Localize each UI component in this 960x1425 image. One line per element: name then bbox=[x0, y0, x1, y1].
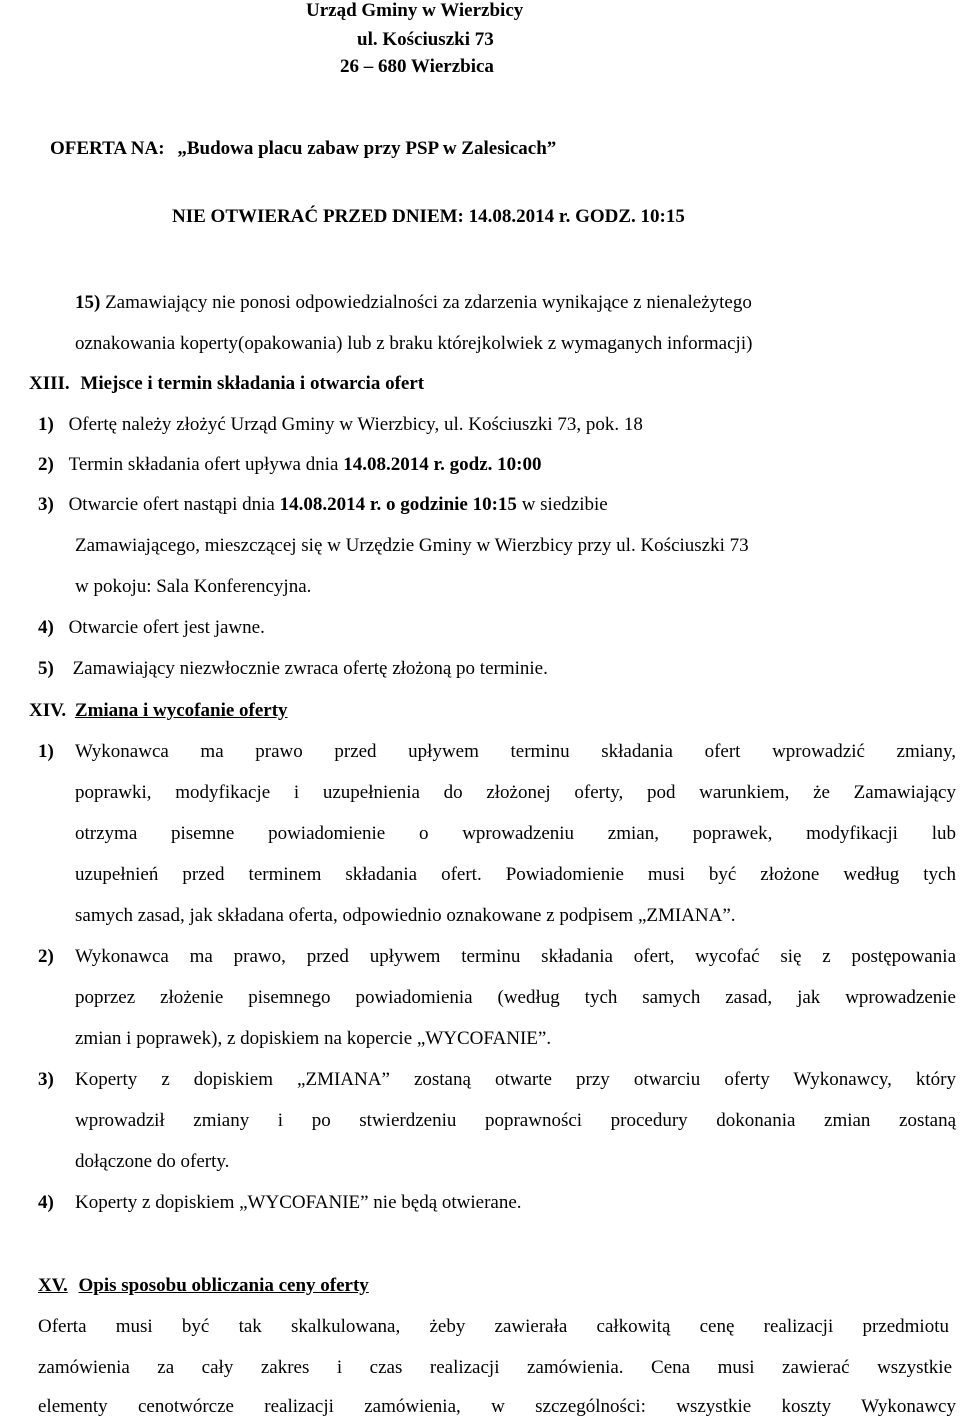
s14-item-1-line5: samych zasad, jak składana oferta, odpowiednio oznakowane z podpisem „ZMIANA”. bbox=[75, 905, 736, 926]
s14-item-1-line2: poprawki, modyfikacje i uzupełnienia do złożonej oferty, pod warunkiem, że Zamawiający bbox=[75, 782, 956, 803]
s14-item-2-line2: poprzez złożenie pisemnego powiadomienia (według tych samych zasad, jak wprowadzenie bbox=[75, 987, 956, 1008]
do-not-open-notice: NIE OTWIERAĆ PRZED DNIEM: 14.08.2014 r. GODZ. 10:15 bbox=[172, 206, 685, 227]
s13-item-3-location: w siedzibie bbox=[516, 494, 608, 515]
section-xiii-title: Miejsce i termin składania i otwarcia ofert bbox=[80, 373, 425, 394]
s14-item-4-number: 4) bbox=[38, 1192, 54, 1213]
office-street: ul. Kościuszki 73 bbox=[357, 29, 494, 50]
s13-item-2-number: 2) bbox=[38, 454, 54, 475]
section-xv-title: Opis sposobu obliczania ceny oferty bbox=[78, 1275, 369, 1296]
section-xiv-title: Zmiana i wycofanie oferty bbox=[74, 700, 288, 721]
section-xv-number: XV. bbox=[38, 1275, 68, 1296]
offer-title: „Budowa placu zabaw przy PSP w Zalesicach” bbox=[177, 138, 557, 159]
item-15-line1 bbox=[75, 292, 938, 314]
s13-item-3-line3: w pokoju: Sala Konferencyjna. bbox=[75, 576, 312, 597]
s14-item-3-line1: Koperty z dopiskiem „ZMIANA” zostaną otwarte przy otwarciu oferty Wykonawcy, który bbox=[75, 1069, 956, 1090]
s14-item-2-line1: Wykonawca ma prawo, przed upływem terminu składania ofert, wycofać się z postępowania bbox=[75, 946, 956, 967]
s14-item-3-line3: dołączone do oferty. bbox=[75, 1151, 230, 1172]
s13-item-5-text: Zamawiający niezwłocznie zwraca ofertę złożoną po terminie. bbox=[72, 658, 548, 679]
s15-line3: elementy cenotwórcze realizacji zamówienia, w szczególności: wszystkie koszty Wykonawcy bbox=[38, 1396, 956, 1417]
office-name: Urząd Gminy w Wierzbicy bbox=[306, 0, 524, 21]
s14-item-1-line3: otrzyma pisemne powiadomienie o wprowadzeniu zmian, poprawek, modyfikacji lub bbox=[75, 823, 956, 844]
s13-item-2 bbox=[38, 454, 541, 476]
s14-item-3-line2: wprowadził zmiany i po stwierdzeniu poprawności procedury dokonania zmian zostaną bbox=[75, 1110, 956, 1131]
s13-item-1-text: Ofertę należy złożyć Urząd Gminy w Wierzbicy, ul. Kościuszki 73, pok. 18 bbox=[68, 414, 643, 435]
section-xiv-heading bbox=[29, 700, 288, 722]
s14-item-1-number: 1) bbox=[38, 741, 54, 762]
section-xv-heading bbox=[38, 1275, 369, 1297]
s14-item-2-line3: zmian i poprawek), z dopiskiem na kopercie „WYCOFANIE”. bbox=[75, 1028, 552, 1049]
section-xiii-number: XIII. bbox=[29, 373, 70, 394]
offer-heading bbox=[50, 138, 556, 160]
s13-item-3 bbox=[38, 494, 608, 516]
s14-item-1-line4: uzupełnień przed terminem składania ofert. Powiadomienie musi być złożone według tych bbox=[75, 864, 956, 885]
item-15-line2: oznakowania koperty(opakowania) lub z braku którejkolwiek z wymaganych informacji) bbox=[75, 333, 753, 354]
s14-item-2-number: 2) bbox=[38, 946, 54, 967]
s13-item-4-text: Otwarcie ofert jest jawne. bbox=[68, 617, 265, 638]
s13-item-4-number: 4) bbox=[38, 617, 54, 638]
s13-item-5-number: 5) bbox=[38, 658, 54, 679]
s13-item-3-line2: Zamawiającego, mieszczącej się w Urzędzie Gminy w Wierzbicy przy ul. Kościuszki 73 bbox=[75, 535, 749, 556]
section-xiii-heading bbox=[29, 373, 424, 395]
s15-line1: Oferta musi być tak skalkulowana, żeby zawierała całkowitą cenę realizacji przedmiotu bbox=[38, 1316, 949, 1337]
s13-item-4 bbox=[38, 617, 265, 639]
item-15-text: Zamawiający nie ponosi odpowiedzialności za zdarzenia wynikające z nienależytego bbox=[100, 292, 752, 313]
office-city: 26 – 680 Wierzbica bbox=[340, 56, 494, 77]
s13-item-3-number: 3) bbox=[38, 494, 54, 515]
s13-item-3-text: Otwarcie ofert nastąpi dnia bbox=[68, 494, 280, 515]
item-15-number: 15) bbox=[75, 292, 101, 313]
s14-item-4-line1: Koperty z dopiskiem „WYCOFANIE” nie będą otwierane. bbox=[75, 1192, 522, 1213]
offer-prefix: OFERTA NA: bbox=[50, 138, 165, 159]
s14-item-3-number: 3) bbox=[38, 1069, 54, 1090]
s15-line2: zamówienia za cały zakres i czas realizacji zamówienia. Cena musi zawierać wszystkie bbox=[38, 1357, 952, 1378]
s13-item-1-number: 1) bbox=[38, 414, 54, 435]
s13-item-5 bbox=[38, 658, 548, 680]
s13-item-1 bbox=[38, 414, 643, 436]
s14-item-1-line1: Wykonawca ma prawo przed upływem terminu składania ofert wprowadzić zmiany, bbox=[75, 741, 956, 762]
s13-item-2-text: Termin składania ofert upływa dnia bbox=[68, 454, 344, 475]
s13-item-3-date: 14.08.2014 r. o godzinie 10:15 bbox=[279, 494, 517, 515]
section-xiv-number: XIV. bbox=[29, 700, 67, 721]
s13-item-2-date: 14.08.2014 r. godz. 10:00 bbox=[343, 454, 542, 475]
